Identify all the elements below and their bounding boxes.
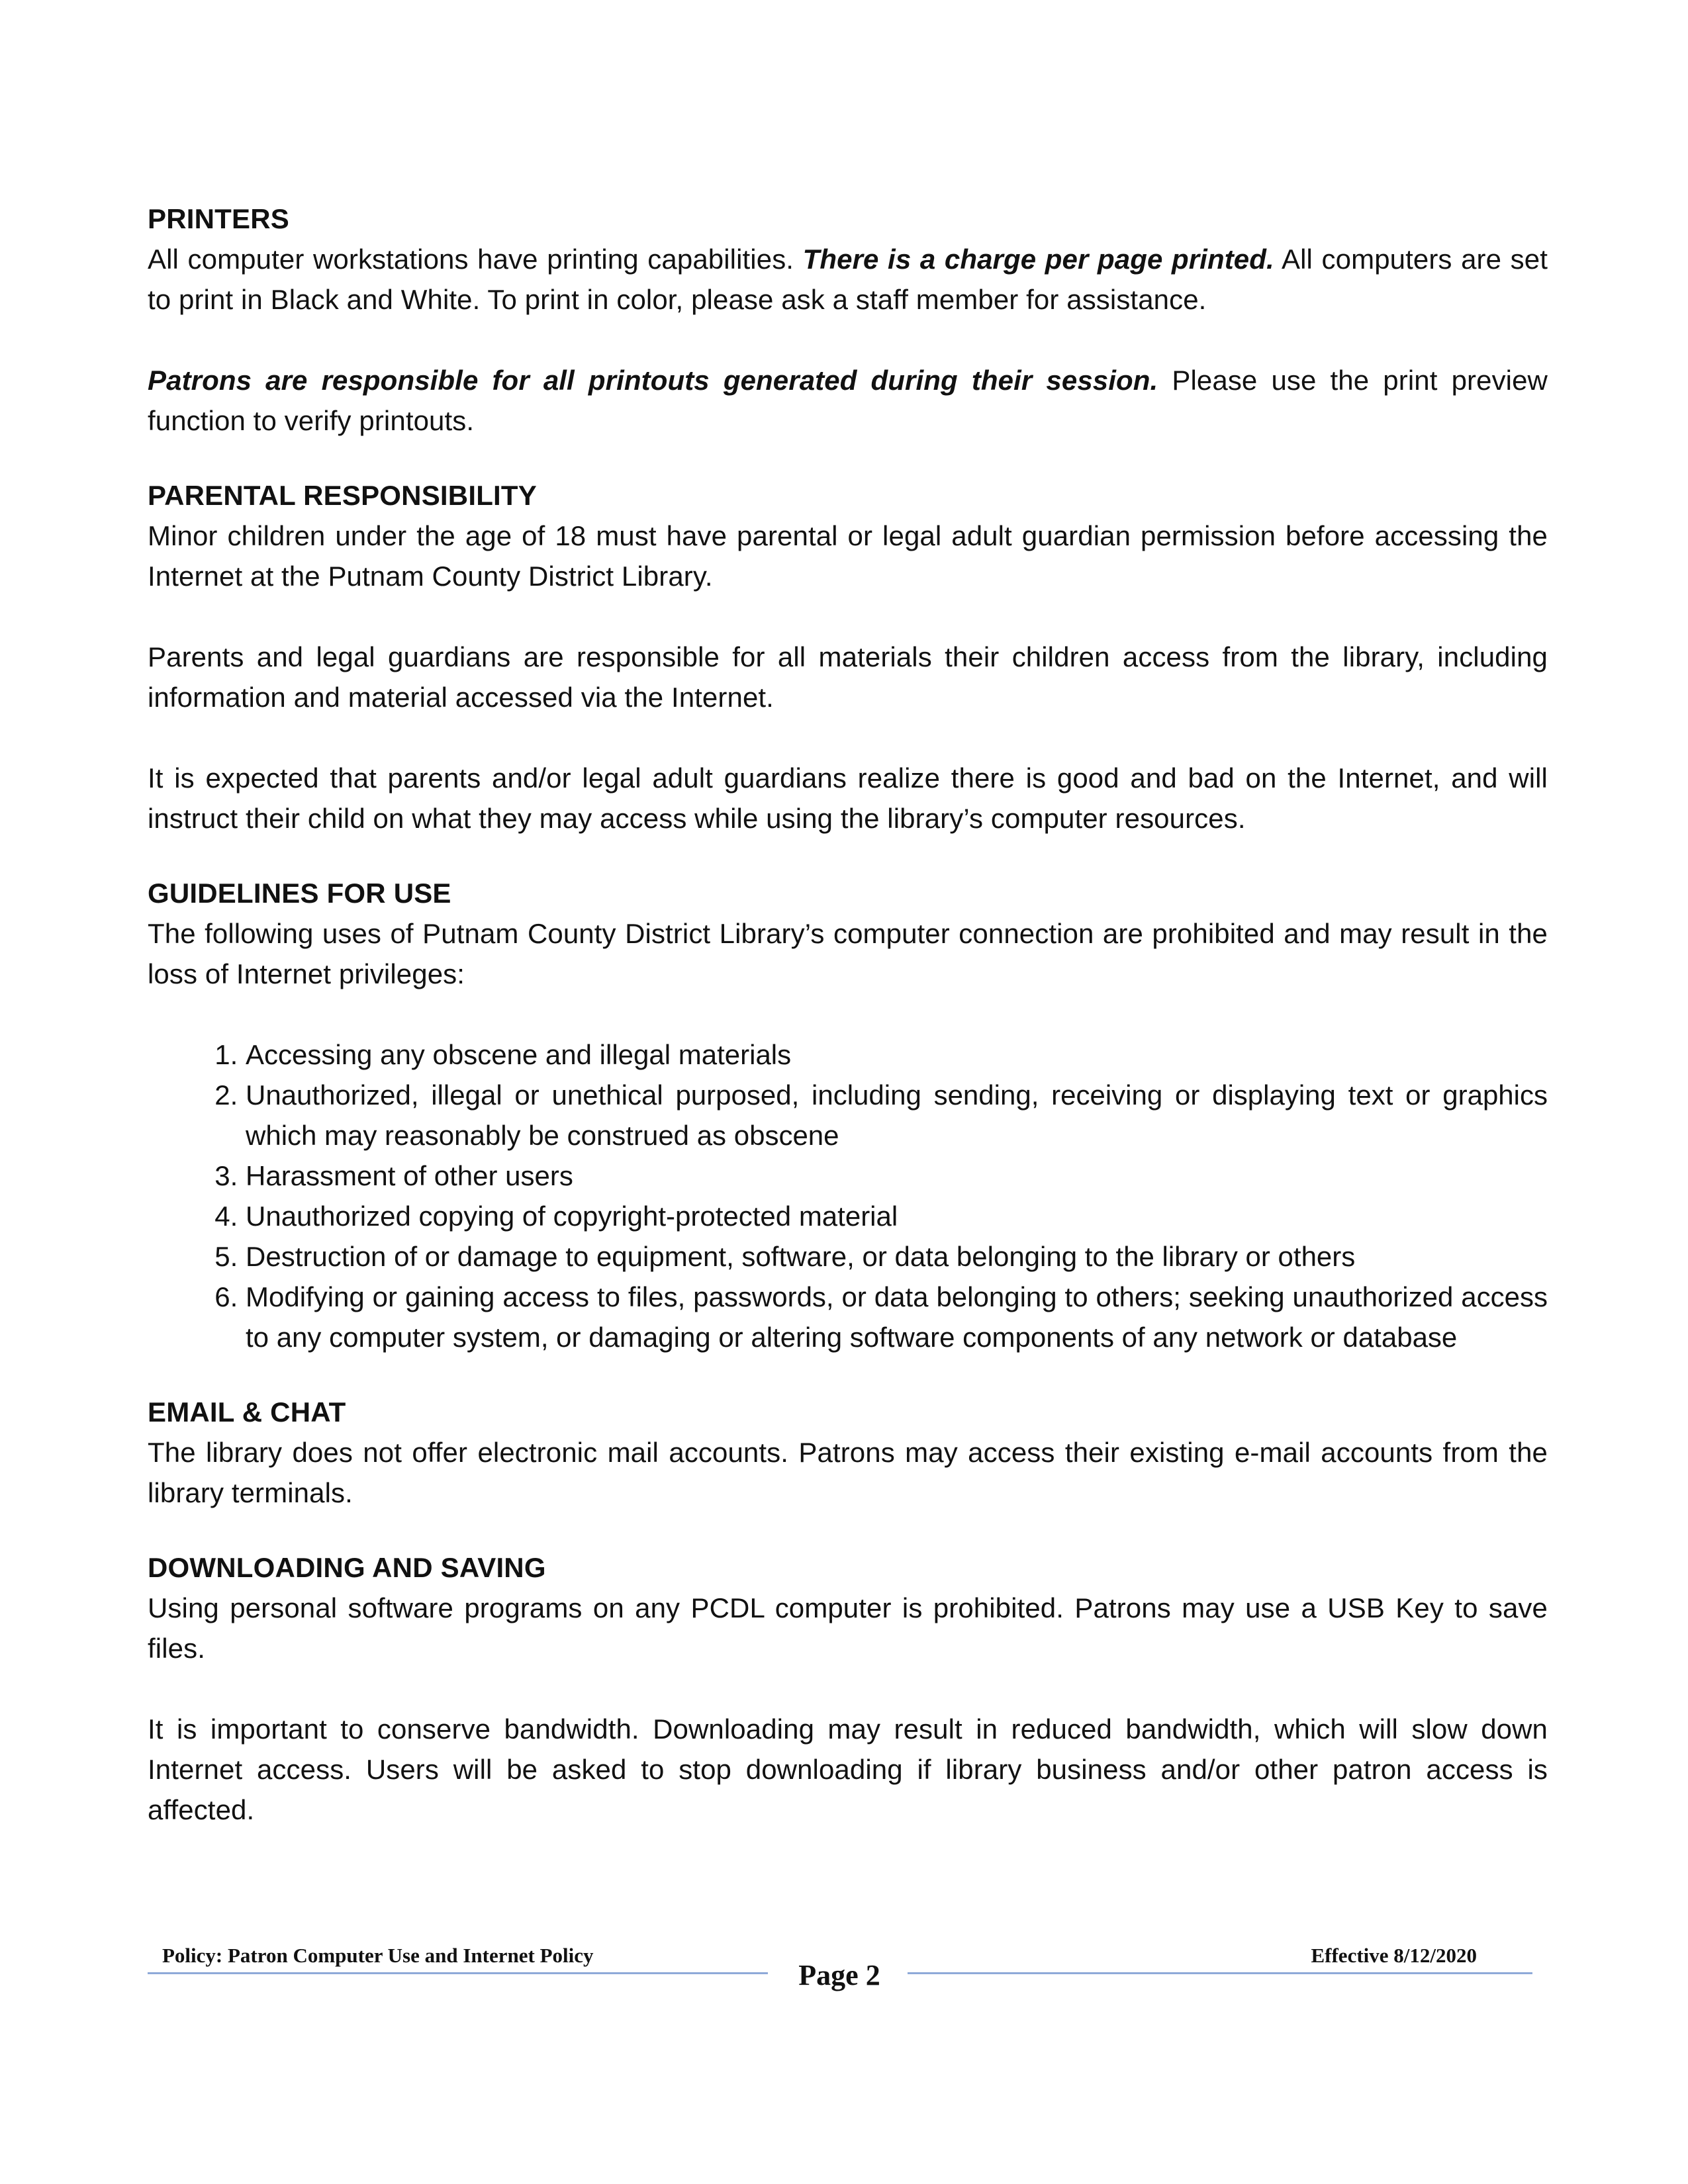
section-printers	[148, 199, 1548, 441]
page-footer	[148, 1942, 1531, 1995]
list-item: 2. Unauthorized, illegal or unethical purposed, including sending, receiving or displaying text or graphics which may reasonably be construed as obscene	[246, 1075, 1548, 1156]
section-guidelines	[148, 873, 1548, 1357]
section-email-chat	[148, 1392, 1548, 1513]
footer-rule-left	[148, 1972, 768, 1974]
printers-p2-emphasis: Patrons are responsible for all printouts generated during their session.	[148, 365, 1158, 396]
list-item: 3. Harassment of other users	[246, 1156, 1548, 1196]
document-body	[148, 199, 1548, 1830]
section-heading-parental: PARENTAL RESPONSIBILITY	[148, 480, 537, 511]
printers-paragraph-1	[148, 239, 1548, 320]
section-heading-printers: PRINTERS	[148, 203, 289, 234]
list-item: 4. Unauthorized copying of copyright-protected material	[246, 1196, 1548, 1236]
section-heading-guidelines: GUIDELINES FOR USE	[148, 878, 451, 909]
section-parental-responsibility	[148, 475, 1548, 839]
section-downloading	[148, 1547, 1548, 1830]
downloading-paragraph-1: Using personal software programs on any PCDL computer is prohibited. Patrons may use a USB Key to save files.	[148, 1592, 1548, 1664]
parental-paragraph-1: Minor children under the age of 18 must have parental or legal adult guardian permission before accessing the Internet at the Putnam County District Library.	[148, 520, 1548, 592]
footer-policy-title: Policy: Patron Computer Use and Internet Policy	[162, 1944, 594, 1967]
guidelines-intro: The following uses of Putnam County District Library’s computer connection are prohibited and may result in the loss of Internet privileges:	[148, 918, 1548, 989]
printers-p1-text-a: All computer workstations have printing capabilities.	[148, 244, 803, 275]
footer-rule-right	[908, 1972, 1532, 1974]
printers-p1-text-b: All computers are set to print in Black and White. To print in color, please ask a staff member for assistance.	[148, 244, 1548, 315]
footer-page-number: Page 2	[798, 1959, 880, 1991]
section-heading-downloading: DOWNLOADING AND SAVING	[148, 1552, 546, 1583]
printers-paragraph-2	[148, 360, 1548, 441]
section-heading-email: EMAIL & CHAT	[148, 1396, 346, 1428]
list-item: 6. Modifying or gaining access to files, passwords, or data belonging to others; seeking unauthorized access to any computer system, or damaging or altering software components of any network or database	[246, 1277, 1548, 1357]
email-paragraph-1: The library does not offer electronic mail accounts. Patrons may access their existing e-mail accounts from the library terminals.	[148, 1437, 1548, 1508]
footer-effective-date: Effective 8/12/2020	[1311, 1944, 1477, 1967]
list-item: 5. Destruction of or damage to equipment, software, or data belonging to the library or others	[246, 1236, 1548, 1277]
printers-p1-emphasis: There is a charge per page printed.	[802, 244, 1274, 275]
downloading-paragraph-2: It is important to conserve bandwidth. Downloading may result in reduced bandwidth, which will slow down Internet access. Users will be asked to stop downloading if library business and/or other patron access is affected.	[148, 1713, 1548, 1825]
parental-paragraph-2: Parents and legal guardians are responsible for all materials their children access from the library, including information and material accessed via the Internet.	[148, 641, 1548, 713]
guidelines-list	[148, 1034, 1548, 1357]
parental-paragraph-3: It is expected that parents and/or legal adult guardians realize there is good and bad on the Internet, and will instruct their child on what they may access while using the library’s computer resources.	[148, 762, 1548, 834]
printers-p2-text: Please use the print preview function to verify printouts.	[148, 365, 1548, 436]
list-item: 1. Accessing any obscene and illegal materials	[246, 1034, 1548, 1075]
